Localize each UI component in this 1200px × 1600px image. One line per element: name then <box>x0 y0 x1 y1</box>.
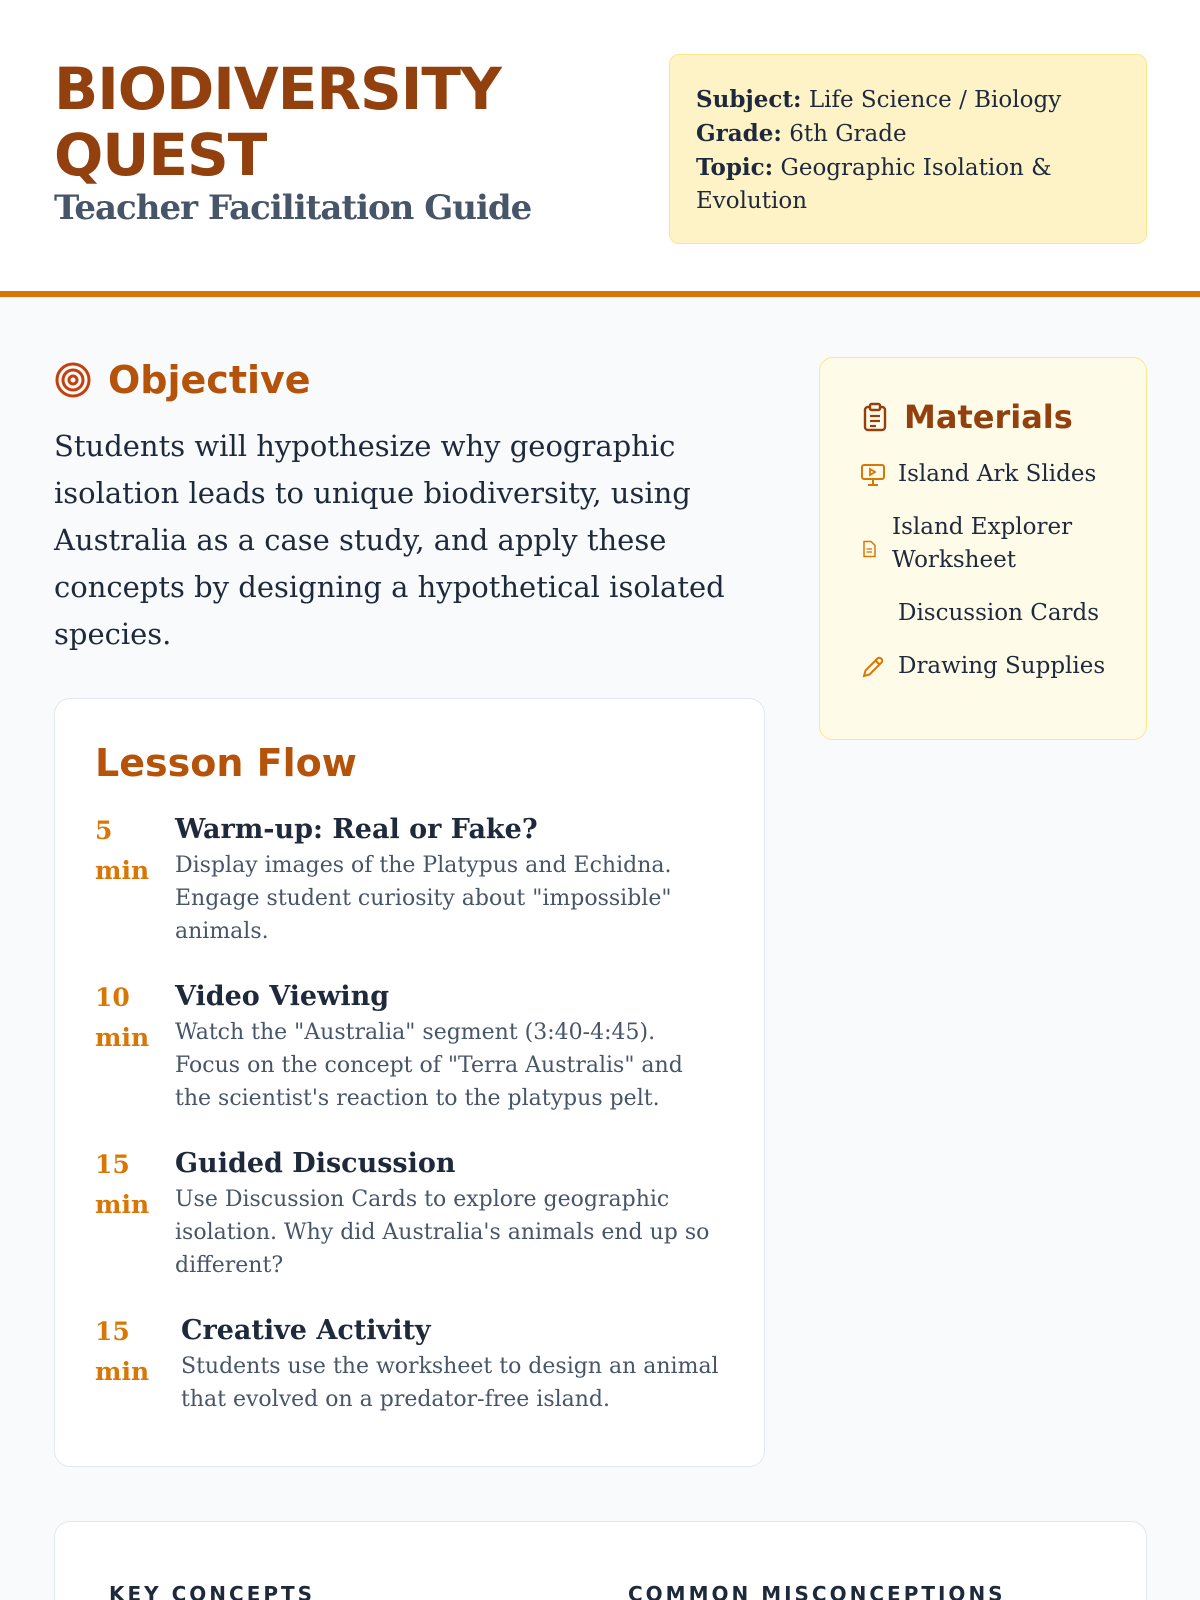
materials-panel <box>819 357 1147 740</box>
lesson-flow-title: Lesson Flow <box>95 741 357 785</box>
lesson-step <box>95 978 724 1115</box>
step-duration: 10 min <box>95 983 150 1052</box>
misconceptions-heading: COMMON MISCONCEPTIONS <box>628 1582 1006 1600</box>
material-item <box>860 511 1106 577</box>
step-title: Video Viewing <box>175 981 390 1012</box>
step-body <box>175 811 724 948</box>
step-duration: 15 min <box>95 1150 150 1219</box>
material-item <box>860 458 1106 491</box>
blank-icon <box>860 601 886 627</box>
presentation-icon <box>860 462 886 488</box>
objective-text: Students will hypothesize why geographic isolation leads to unique biodiversity, using Australia as a case study, and apply these concepts by designing a hypothetical isolated species. <box>54 429 725 651</box>
title-line-2: QUEST <box>54 121 267 189</box>
meta-subject-label: Subject: <box>696 86 802 113</box>
lesson-meta-box <box>669 54 1147 244</box>
clipboard-icon <box>860 402 890 432</box>
page-subtitle: Teacher Facilitation Guide <box>54 188 532 228</box>
meta-topic-label: Topic: <box>696 154 774 181</box>
step-description: Students use the worksheet to design an animal that evolved on a predator-free island. <box>181 1354 719 1412</box>
objective-title: Objective <box>108 358 311 402</box>
material-label: Drawing Supplies <box>898 653 1106 679</box>
material-label: Island Ark Slides <box>898 461 1097 487</box>
meta-topic <box>696 151 1120 218</box>
pencil-icon <box>860 654 886 680</box>
step-duration: 5 min <box>95 816 150 885</box>
title-line-1: BIODIVERSITY <box>54 55 501 123</box>
lesson-step <box>95 1145 724 1282</box>
step-description: Watch the "Australia" segment (3:40-4:45). Focus on the concept of "Terra Australis" and the scientist's reaction to the platypus pelt. <box>175 1020 683 1111</box>
meta-subject <box>696 83 1120 117</box>
meta-grade-label: Grade: <box>696 120 782 147</box>
lesson-step <box>95 1312 724 1416</box>
lesson-flow-card <box>54 698 765 1467</box>
materials-title: Materials <box>904 398 1073 436</box>
meta-grade-value: 6th Grade <box>789 121 907 147</box>
key-concepts-heading: KEY CONCEPTS <box>109 1582 316 1600</box>
material-label: Island Explorer Worksheet <box>892 514 1073 573</box>
material-item <box>860 597 1106 630</box>
step-description: Use Discussion Cards to explore geographic isolation. Why did Australia's animals end up so different? <box>175 1187 710 1278</box>
meta-topic-value: Geographic Isolation & Evolution <box>696 155 1052 214</box>
page-title <box>54 56 614 188</box>
material-item <box>860 650 1106 683</box>
page-header <box>0 0 1200 297</box>
meta-subject-value: Life Science / Biology <box>808 87 1062 113</box>
step-title: Guided Discussion <box>175 1148 456 1179</box>
step-body <box>175 1145 724 1282</box>
step-body <box>175 978 724 1115</box>
step-title: Warm-up: Real or Fake? <box>175 814 538 845</box>
document-icon <box>860 535 878 553</box>
meta-grade <box>696 117 1120 151</box>
objective-heading <box>54 358 311 402</box>
material-label: Discussion Cards <box>898 600 1100 626</box>
materials-heading <box>860 398 1106 436</box>
step-duration: 15 min <box>95 1317 150 1386</box>
step-description: Display images of the Platypus and Echidna. Engage student curiosity about "impossible" animals. <box>175 853 672 944</box>
step-title: Creative Activity <box>181 1315 431 1346</box>
lesson-step <box>95 811 724 948</box>
concepts-card <box>54 1521 1147 1600</box>
target-icon <box>54 361 92 399</box>
step-body <box>181 1312 724 1416</box>
